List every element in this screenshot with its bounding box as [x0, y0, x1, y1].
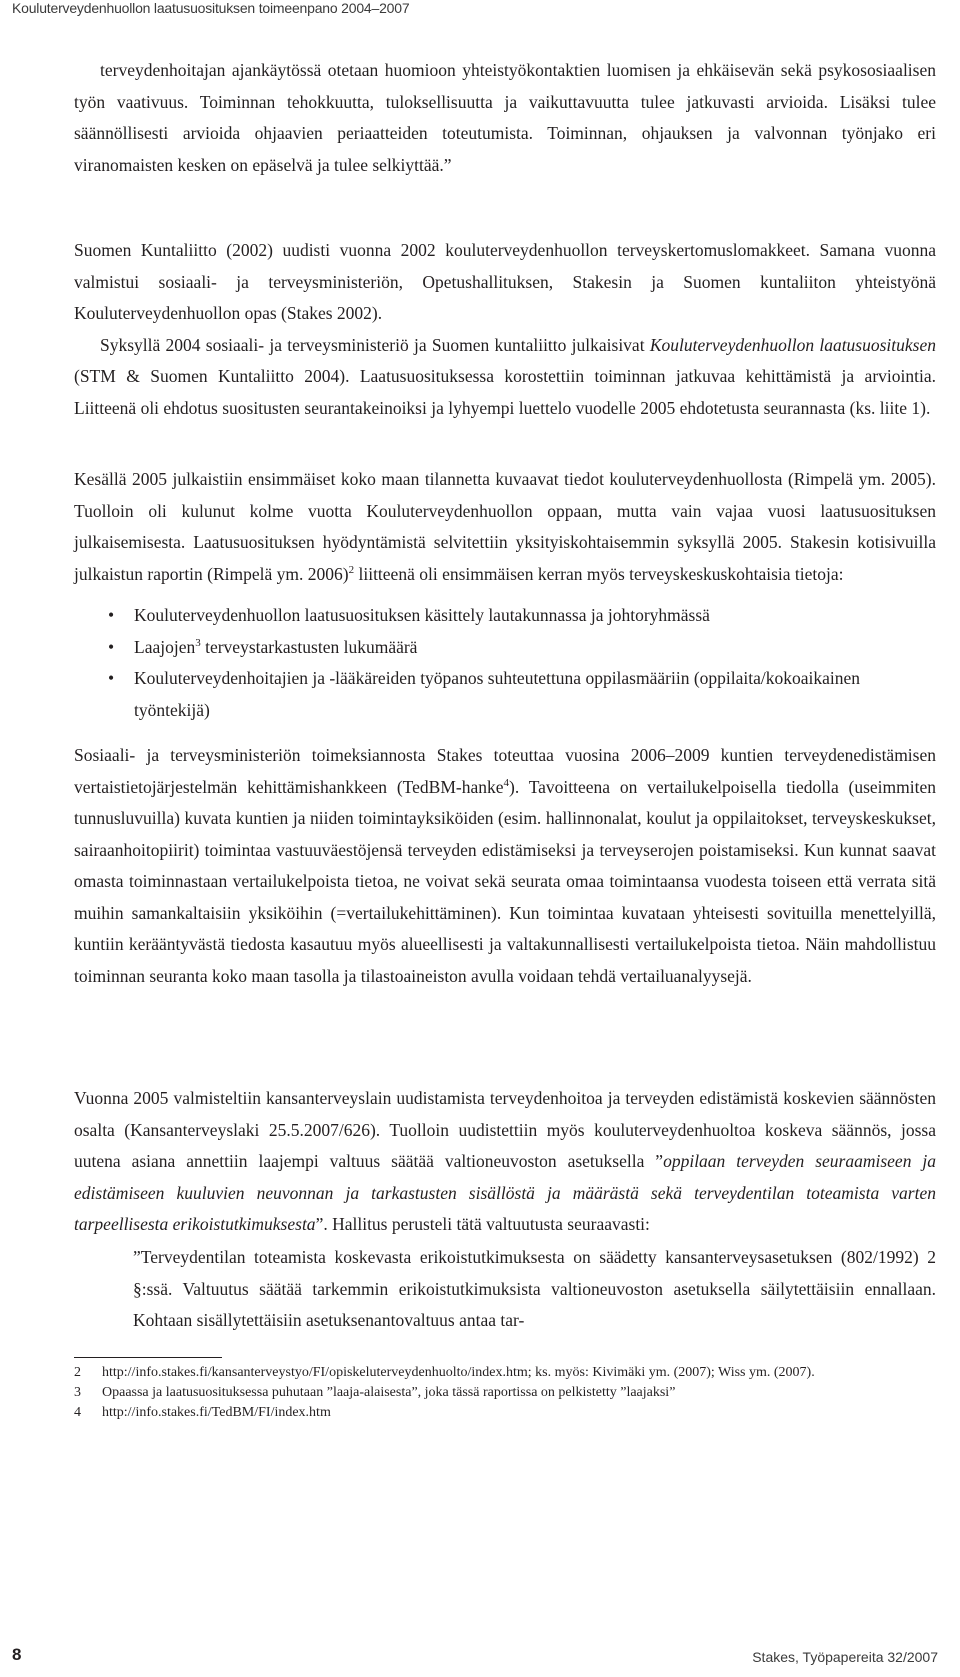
paragraph-kuntaliitto: [74, 235, 936, 424]
paragraph-laatusuositus-after: (STM & Suomen Kuntaliitto 2004). Laatusuosituksessa korostettiin toiminnan jatkuvaa kehittämistä ja arviointia. Liitteenä oli ehdotus suositusten seurantakeinoiksi ja lyhyempi luettelo vuodelle 2005 ehdotetusta seurannasta (ks. liite 1).: [74, 366, 936, 418]
bullet-dot: •: [108, 605, 115, 625]
paragraph-kesalla-after: liitteenä oli ensimmäisen kerran myös terveyskeskuskohtaisia tietoja:: [354, 563, 844, 584]
footnote-number: 2: [74, 1365, 81, 1380]
footnote-2: [74, 1363, 936, 1383]
paragraph-kesalla-2005-text: [74, 464, 936, 590]
bullet-text-before: Laajojen: [134, 636, 196, 657]
footer-source: Stakes, Työpapereita 32/2007: [752, 1649, 938, 1665]
paragraph-kesalla-2005: [74, 464, 936, 590]
footnote-ref-2[interactable]: 2: [348, 563, 355, 576]
paragraph-tedbm-text: [74, 740, 936, 992]
quote-continuation: [74, 55, 936, 181]
paragraph-tedbm-before: Sosiaali- ja terveysministeriön toimeksiannosta Stakes toteuttaa vuosina 2006–2009 kuntien terveydenedistämisen vertaistietojärjestelmän kehittämishankkeen (TedBM-hanke: [74, 745, 936, 797]
footnote-number: 3: [74, 1385, 81, 1400]
bullet-item: [74, 632, 936, 664]
footnote-ref-4[interactable]: 4: [503, 776, 509, 789]
paragraph-kansanterveyslaki-before: Vuonna 2005 valmisteltiin kansanterveyslain uudistamista terveydenhoitoa ja terveyden edistämistä koskevien säännösten osalta (Kansanterveyslaki 25.5.2007/626). Tuolloin uudistettiin myös kouluterveydenhuoltoa koskeva säännös, jossa uutena asiana annettiin laajempi valtuus säätää valtioneuvoston asetuksella ”: [74, 1088, 936, 1171]
paragraph-kuntaliitto-text: Suomen Kuntaliitto (2002) uudisti vuonna 2002 kouluterveydenhuollon terveyskertomuslomakkeet. Samana vuonna valmistui sosiaali- ja terveysministeriön, Opetushallituksen, Stakesin ja Suomen kuntaliiton yhteistyönä Kouluterveydenhuollon opas (Stakes 2002).: [74, 240, 936, 323]
footnote-ref-3[interactable]: 3: [195, 636, 201, 649]
running-header: Kouluterveydenhuollon laatusuosituksen toimeenpano 2004–2007: [12, 0, 410, 16]
bullet-text-after: terveystarkastusten lukumäärä: [200, 636, 418, 657]
footnote-text: Opaassa ja laatusuosituksessa puhutaan ”laaja-alaisesta”, joka tässä raportissa on pelkistetty ”laajaksi”: [102, 1385, 676, 1400]
footnotes: [74, 1363, 936, 1423]
paragraph-tedbm-after: ). Tavoitteena on vertailukelpoisella tiedolla (useimmiten tunnusluvuilla) kuvata kuntien ja niiden toimintayksiköiden (esim. hallinnonalat, koulut ja oppilaitokset, terveyskeskukset, sairaanhoitopiirit) toimintaa vastuuväestöjensä terveyden edistämiseksi ja terveyserojen poistamiseksi. Kun kunnat saavat omasta toiminnastaan vertailukelpoista tietoa, ne voivat sekä seurata omaa toimintaansa vuodesta toiseen että verrata sitä muihin samankaltaisiin yksiköihin (=vertailukehittäminen). Kun toimintaa kuvataan yhteisesti sovituilla menettelyillä, kuntiin kerääntyvästä tiedosta kasautuu myös alueellisesti ja valtakunnallisesti vertailukelpoista tietoa. Näin mahdollistuu toiminnan seuranta koko maan tasolla ja tilastoaineiston avulla voidaan tehdä vertailuanalyysejä.: [74, 776, 936, 986]
paragraph-kansanterveyslaki: [74, 1083, 936, 1241]
paragraph-laatusuositus: [74, 330, 936, 425]
block-quote: [133, 1242, 936, 1337]
asetus-quote-italic: oppilaan terveyden seuraamiseen ja edistämiseen kuuluvien neuvonnan ja tarkastusten sisällöstä ja määrästä sekä terveydentilan toteamista varten tarpeellisesta erikoistutkimuksesta: [74, 1151, 937, 1234]
bullet-text: Kouluterveydenhoitajien ja -lääkäreiden työpanos suhteutettuna oppilasmääriin (oppilaita/kokoaikainen työntekijä): [134, 668, 861, 720]
bullet-dot: •: [108, 668, 115, 688]
footnote-3: [74, 1383, 936, 1403]
page-number: 8: [12, 1645, 22, 1664]
block-quote-text: ”Terveydentilan toteamista koskevasta erikoistutkimuksesta on säädetty kansanterveysasetuksen (802/1992) 2 §:ssä. Valtuutus säätää tarkemmin erikoistutkimuksista valtioneuvoston asetuksella säilytettäisiin ennallaan. Kohtaan sisällytettäisiin asetuksenantovaltuus antaa tar-: [133, 1247, 936, 1330]
paragraph-laatusuositus-before: Syksyllä 2004 sosiaali- ja terveysministeriö ja Suomen kuntaliitto julkaisivat: [100, 334, 650, 355]
footnote-text[interactable]: http://info.stakes.fi/kansanterveystyo/FI/opiskeluterveydenhuolto/index.htm; ks. myös: Kivimäki ym. (2007); Wiss ym. (2007).: [102, 1365, 815, 1380]
bullet-list: [74, 600, 936, 726]
footnote-4: [74, 1403, 936, 1423]
paragraph-kansanterveyslaki-after: ”. Hallitus perusteli tätä valtuutusta seuraavasti:: [315, 1214, 650, 1234]
paragraph-kesalla-before: Kesällä 2005 julkaistiin ensimmäiset koko maan tilannetta kuvaavat tiedot kouluterveydenhuollosta (Rimpelä ym. 2005). Tuolloin oli kulunut kolme vuotta Kouluterveydenhuollon oppaan, mutta vain vajaa vuosi laatusuosituksen julkaisemisesta. Laatusuosituksen hyödyntämistä selvitettiin yksityiskohtaisemmin syksyllä 2005. Stakesin kotisivuilla julkaistun raportin (Rimpelä ym. 2006): [74, 469, 936, 584]
quote-continuation-text: terveydenhoitajan ajankäytössä otetaan huomioon yhteistyökontaktien luomisen ja ehkäisevän sekä psykososiaalisen työn vaativuus. Toiminnan tehokkuutta, tuloksellisuutta ja vaikuttavuutta tulee jatkuvasti arvioida. Lisäksi tulee säännöllisesti arvioida ohjaavien periaatteiden toteutumista. Toiminnan, ohjauksen ja valvonnan työnjako eri viranomaisten kesken on epäselvä ja tulee selkiyttää.”: [74, 60, 936, 175]
footnote-divider: [74, 1357, 222, 1358]
bullet-text: Kouluterveydenhuollon laatusuosituksen käsittely lautakunnassa ja johtoryhmässä: [134, 605, 710, 625]
bullet-item: [74, 600, 936, 632]
footnote-number: 4: [74, 1405, 81, 1420]
bullet-item: [74, 663, 936, 726]
paragraph-kansanterveyslaki-text: [74, 1083, 936, 1241]
footnote-text[interactable]: http://info.stakes.fi/TedBM/FI/index.htm: [102, 1405, 331, 1420]
laatusuositus-title: Kouluterveydenhuollon laatusuosituksen: [649, 334, 936, 355]
paragraph-tedbm: [74, 740, 936, 992]
bullet-dot: •: [108, 636, 115, 657]
